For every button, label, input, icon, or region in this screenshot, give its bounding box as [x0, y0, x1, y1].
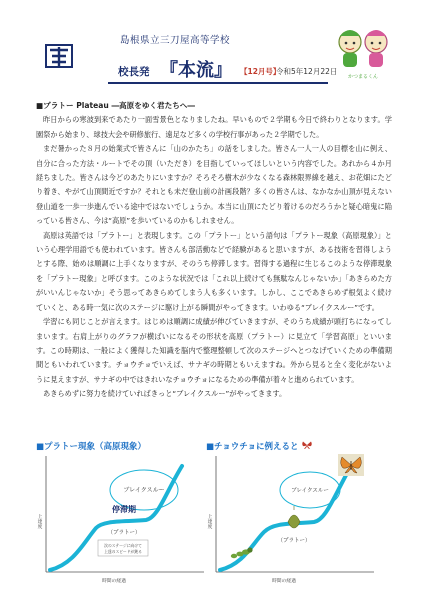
article-paragraph: まだ暑かった８月の始業式で皆さんに「山のかたち」の話をしました。皆さん一人一人の目標を山に例え、自分に合った方法・ルートでその頂（いただき）を目指していってほしいという内容でした。あれから４か月経ちました。皆さんは今どのあたりにいますか？そろそろ樹木が少なくなる森林限界線を越え、お花畑にたどり着き、やがて山頂間近ですか？それとも未だ登山前の計画段階？多くの皆さんは、なかなか山頂が見えない登山道を一歩一歩進んでいる途中ではないでしょうか。本当に山頂にたどり着けるのだろうかと疑心暗鬼に陥っている皆さん、今は“高原”を歩いているのかもしれません。 — [36, 144, 392, 226]
chrysalis-icon — [288, 506, 300, 528]
bulletin-label: 校長発 — [118, 66, 150, 78]
plateau-label: 停滞期 — [112, 505, 136, 514]
article-paragraph: あきらめずに努力を続けていればきっと“ブレイクスルー”がやってきます。 — [43, 389, 287, 399]
breakthrough-label: ブレイクスルー — [291, 488, 329, 494]
butterfly-chart — [204, 452, 378, 588]
plateau-note-line: 次のステージに向けて — [104, 543, 142, 548]
bulletin-title: 『本流』 — [160, 60, 232, 81]
plateau-chart-svg — [34, 452, 208, 588]
butterfly-icon — [302, 441, 312, 450]
mascot-caption: かつまるくん — [347, 74, 379, 80]
butterfly-chart-svg — [204, 452, 378, 588]
bulletin-header — [28, 22, 398, 86]
plateau-chart — [34, 452, 208, 588]
butterfly-photo-icon — [338, 454, 364, 476]
butterfly-chart-heading-text: ■チョウチョに例えると — [206, 442, 299, 452]
school-name: 島根県立三刀屋高等学校 — [120, 35, 231, 46]
plateau-sub-label: （プラトー） — [107, 530, 141, 536]
breakthrough-label: ブレイクスルー — [123, 487, 165, 494]
x-axis-label: 時間の経過 — [102, 579, 126, 584]
article-body — [36, 99, 392, 402]
y-axis-label: 上達度 — [206, 514, 212, 529]
x-axis-label: 時間の経過 — [272, 579, 296, 584]
issue-label: 【12月号】 — [240, 67, 281, 76]
plateau-note-line: 上達のスピードが鈍る — [104, 549, 142, 554]
article-paragraph: 昨日からの寒波到来であたり一面雪景色となりましたね。早いもので２学期も今日で終わりとなります。学園祭から始まり、球技大会や研修旅行、遠足など多くの学校行事があった２学期でした。 — [36, 115, 392, 139]
issue-date: 令和5年12月22日 — [276, 67, 338, 76]
mascot-characters-icon — [332, 22, 394, 82]
article-section-title: ■プラトー Plateau ―高原をゆく君たちへ― — [36, 101, 195, 110]
header-rule — [108, 82, 328, 84]
article-paragraph: 学習にも同じことが言えます。はじめは順調に成績が伸びていきますが、そのうち成績が頭打ちになってしまいます。右肩上がりのグラフが横ばいになるその形状を高原（プラトー）に見立て「学習高原」といいます。この時期は、一般によく獲得した知識を脳内で整理整頓して次のステージへとつなげていくための準備期間ともいわれています。チョウチョでいえば、サナギの時期ともいえますね。外から見ると全く変化がないように見えますが、サナギの中ではきれいなチョウチョになるための準備が着々と進められています。 — [36, 317, 392, 384]
y-axis-label: 上達度 — [36, 514, 42, 529]
butterfly-chart-heading — [206, 440, 312, 452]
article-paragraph: 高原は英語では「プラトー」と表現します。この「プラトー」という語句は「プラトー現象（高原現象）」という心理学用語でも使われています。皆さんも部活動などで経験があると思いますが、ある技術を習得しようとする際、始めは順調に上手くなりますが、そのうち停滞します。習得する過程に生じるこのような停滞現象を「プラトー現象」と呼びます。このような状況では「これ以上続けても無駄なんじゃないか」「あきらめた方がいいんじゃないか」そう思ってあきらめてしまう人も多くいます。しかし、ここであきらめず根気よく続けていくと、ある時一気に次のステージに駆け上がる瞬間がやってきます。いわゆる“ブレイクスルー”です。 — [36, 230, 392, 312]
plateau-chart-heading: ■プラトー現象（高原現象） — [36, 442, 147, 452]
plateau-sub-label: （プラトー） — [277, 538, 311, 544]
school-crest-icon — [44, 42, 74, 70]
